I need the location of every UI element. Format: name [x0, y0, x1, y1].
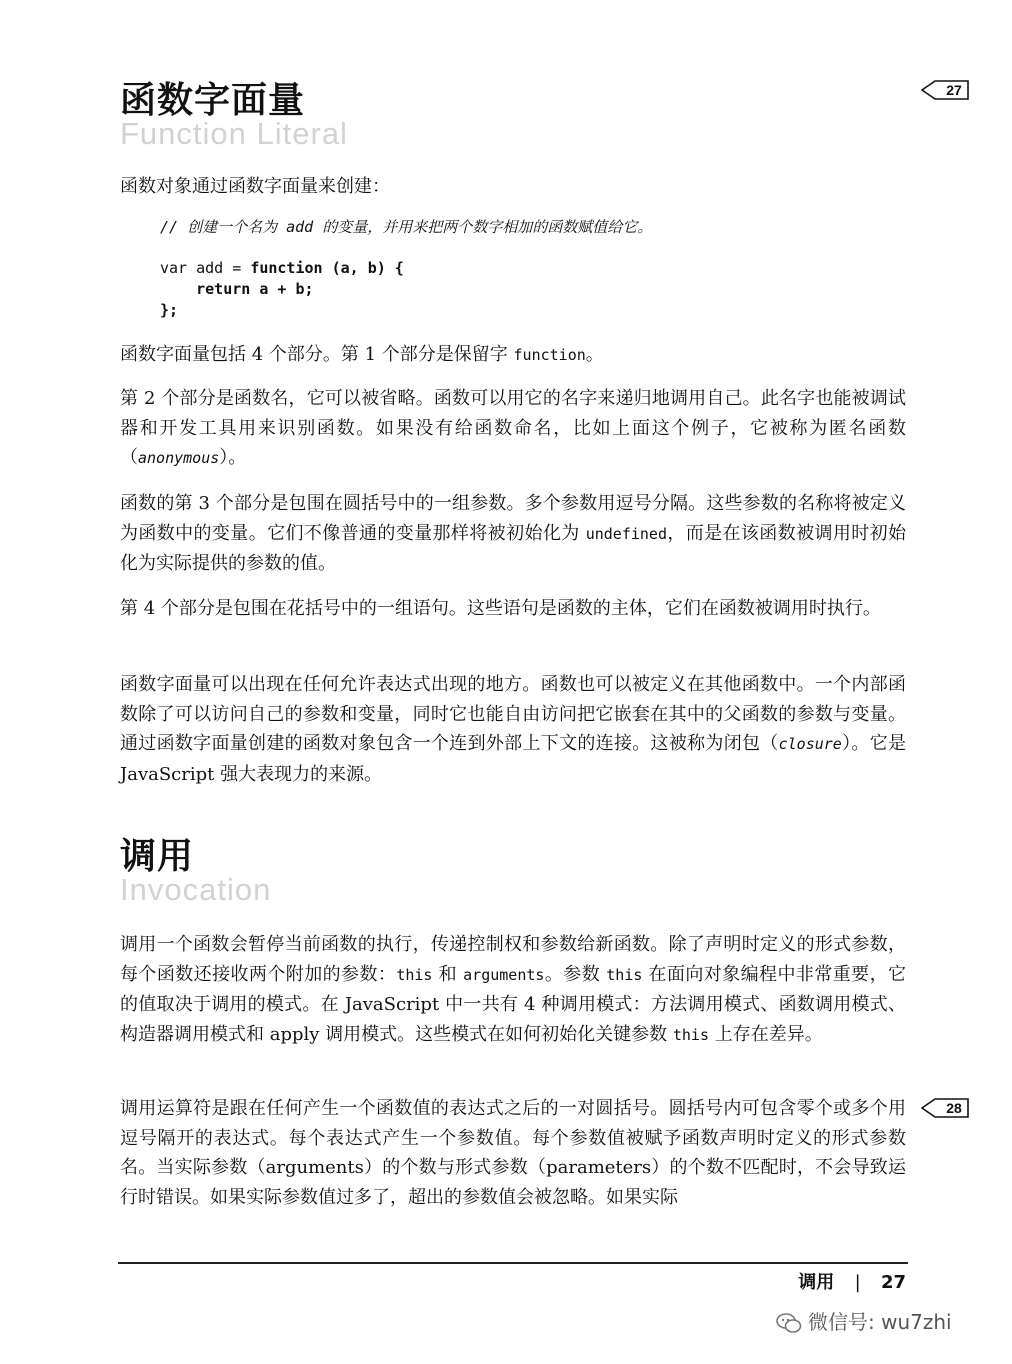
paragraph-invocation-operator: 调用运算符是跟在任何产生一个函数值的表达式之后的一对圆括号。圆括号内可包含零个或多个用逗号隔开的表达式。每个表达式产生一个参数值。每个参数值被赋予函数声明时定义的形式参数名。当实际参数（arguments）的个数与形式参数（parameters）的个数不匹配时，不会导致运行时错误。如果实际参数值过多了，超出的参数值会被忽略。如果实际: [120, 1098, 906, 1208]
section-subheading-function-literal: Function Literal: [120, 116, 348, 151]
section-heading-invocation: 调用: [120, 836, 195, 877]
paragraph-four-parts: 函数字面量包括 4 个部分。第 1 个部分是保留字 function。: [120, 344, 604, 365]
footer-separator: |: [854, 1272, 861, 1293]
watermark: [776, 1306, 952, 1335]
code-block: var add = function (a, b) { return a + b; };: [160, 259, 404, 319]
section-subheading-invocation: Invocation: [120, 872, 272, 907]
code-comment: // 创建一个名为 add 的变量，并用来把两个数字相加的函数赋值给它。: [160, 218, 653, 236]
watermark-text: 微信号: wu7zhi: [808, 1310, 952, 1334]
section-heading-function-literal: 函数字面量: [120, 80, 306, 121]
wechat-icon: [776, 1312, 802, 1334]
footer-page-number: 27: [880, 1272, 906, 1293]
original-page-marker-28: 28: [921, 1098, 969, 1118]
paragraph-intro: 函数对象通过函数字面量来创建：: [120, 176, 390, 197]
paragraph-invocation-intro: 调用一个函数会暂停当前函数的执行，传递控制权和参数给新函数。除了声明时定义的形式参数，每个函数还接收两个附加的参数：this 和 arguments。参数 this 在面向对象编程中非常重要，它的值取决于调用的模式。在 JavaScript 中一共有 4 种调用模式：方法调用模式、函数调用模式、构造器调用模式和 apply 调用模式。这些模式在如何初始化关键参数 this 上存在差异。: [120, 934, 906, 1045]
paragraph-part-3: 函数的第 3 个部分是包围在圆括号中的一组参数。多个参数用逗号分隔。这些参数的名称将被定义为函数中的变量。它们不像普通的变量那样将被初始化为 undefined，而是在该函数被调用时初始化为实际提供的参数的值。: [120, 493, 906, 574]
paragraph-closure: 函数字面量可以出现在任何允许表达式出现的地方。函数也可以被定义在其他函数中。一个内部函数除了可以访问自己的参数和变量，同时它也能自由访问把它嵌套在其中的父函数的参数与变量。通过函数字面量创建的函数对象包含一个连到外部上下文的连接。这被称为闭包（closure）。它是 JavaScript 强大表现力的来源。: [120, 674, 907, 785]
footer-rule: [118, 1262, 908, 1264]
paragraph-part-4: 第 4 个部分是包围在花括号中的一组语句。这些语句是函数的主体，它们在函数被调用时执行。: [120, 598, 881, 619]
footer-section-name: 调用: [798, 1272, 835, 1293]
paragraph-part-2: 第 2 个部分是函数名，它可以被省略。函数可以用它的名字来递归地调用自己。此名字也能被调试器和开发工具用来识别函数。如果没有给函数命名，比如上面这个例子，它被称为匿名函数（anonymous）。: [120, 388, 906, 468]
page-footer: [798, 1268, 906, 1294]
original-page-marker-27: 27: [921, 80, 969, 100]
